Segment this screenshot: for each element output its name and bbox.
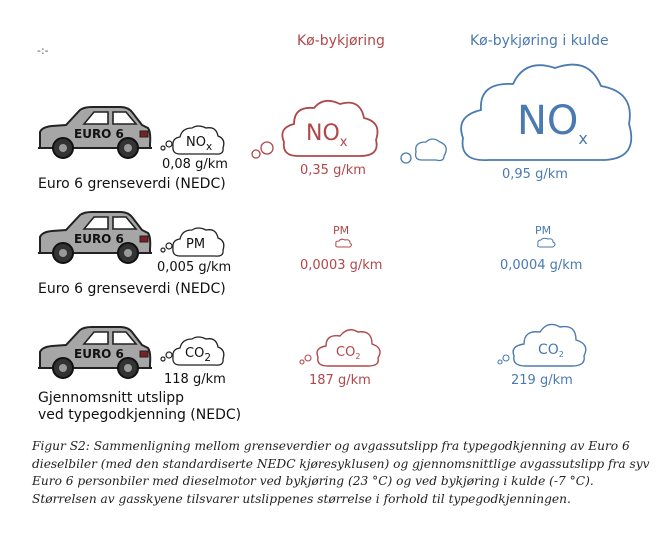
header-queue-driving-cold: Kø-bykjøring i kulde bbox=[470, 33, 609, 49]
limit-value: 0,005 g/km bbox=[157, 260, 232, 275]
pm-cloud-red bbox=[334, 238, 354, 248]
red-value: 187 g/km bbox=[309, 373, 371, 388]
co2-cloud-blue bbox=[494, 318, 594, 372]
car-badge: EURO 6 bbox=[74, 347, 124, 361]
co2-red-label: $CO_2$ bbox=[336, 345, 361, 361]
blue-value: 219 g/km bbox=[511, 373, 573, 388]
car-icon bbox=[36, 324, 154, 382]
nox-cloud-blue bbox=[455, 58, 640, 166]
row-label: Euro 6 grenseverdi (NEDC) bbox=[38, 176, 226, 192]
limit-cloud-icon bbox=[160, 122, 230, 162]
bubbles-icon bbox=[398, 130, 452, 170]
blue-value: 0,95 g/km bbox=[502, 167, 568, 182]
row-label-line: ved typegodkjenning (NEDC) bbox=[38, 407, 242, 423]
car-icon bbox=[36, 104, 154, 162]
limit-gas-label: $CO_2$ bbox=[185, 346, 211, 364]
car-icon bbox=[36, 209, 154, 267]
pm-red-label: PM bbox=[333, 224, 350, 237]
car-badge: EURO 6 bbox=[74, 127, 124, 141]
car-badge: EURO 6 bbox=[74, 232, 124, 246]
pm-cloud-blue bbox=[536, 237, 558, 248]
nox-red-label: $NO_x$ bbox=[306, 121, 348, 150]
co2-cloud-red bbox=[296, 322, 388, 372]
limit-gas-label: PM bbox=[186, 237, 206, 252]
limit-cloud-icon bbox=[160, 333, 230, 373]
limit-cloud-icon bbox=[160, 224, 230, 264]
row-label bbox=[38, 390, 241, 424]
red-value: 0,0003 g/km bbox=[300, 258, 383, 273]
row-label: Euro 6 grenseverdi (NEDC) bbox=[38, 281, 226, 297]
red-value: 0,35 g/km bbox=[300, 163, 366, 178]
blue-value: 0,0004 g/km bbox=[500, 258, 583, 273]
row-label-line: Gjennomsnitt utslipp bbox=[38, 390, 184, 406]
move-handle-icon[interactable]: -:- bbox=[37, 44, 49, 57]
header-queue-driving: Kø-bykjøring bbox=[297, 33, 385, 49]
nox-cloud-red bbox=[276, 96, 386, 162]
limit-value: 118 g/km bbox=[164, 372, 226, 387]
co2-blue-label: $CO_2$ bbox=[538, 342, 564, 359]
limit-value: 0,08 g/km bbox=[162, 157, 228, 172]
nox-blue-label: $NO_x$ bbox=[517, 98, 588, 148]
pm-blue-label: PM bbox=[535, 224, 552, 237]
figure-caption: Figur S2: Sammenligning mellom grenseverdier og avgassutslipp fra typegodkjenning av Euro 6 dieselbiler (med den standardiserte NEDC kjøresyklusen) og gjennomsnittlige avgassutslipp fra syv Euro 6 personbiler med dieselmotor ved bykjøring (23 °C) og ved bykjøring i kulde (-7 °C). Størrelsen av gasskyene tilsvarer utslippenes størrelse i forhold til typegodkjenningen. bbox=[32, 439, 650, 506]
limit-gas-label: $NO_x$ bbox=[186, 135, 213, 153]
